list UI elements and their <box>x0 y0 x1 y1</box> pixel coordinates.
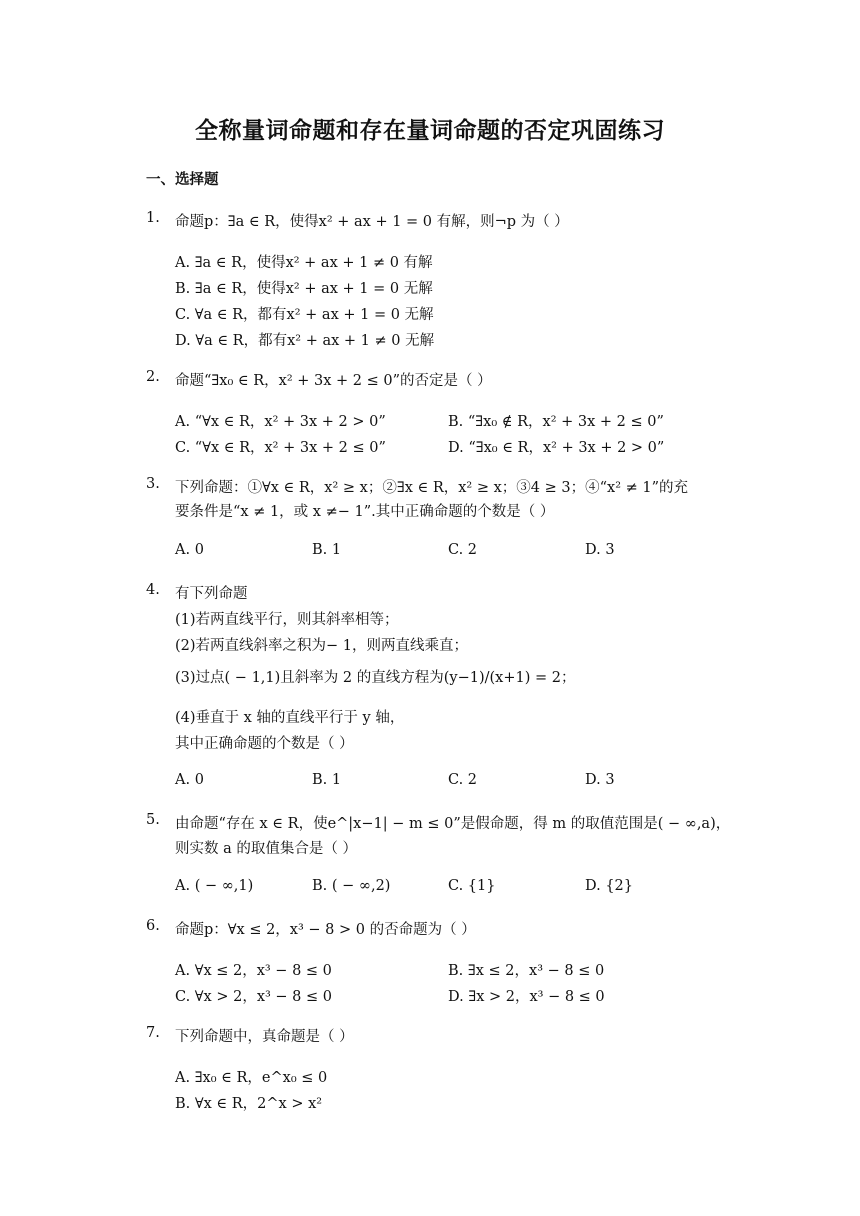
option-c: C. {1} <box>448 878 496 894</box>
question-stem-line-1: 由命题“存在 x ∈ R，使e^|x−1| − m ≤ 0”是假命题，得 m 的取值范围是( − ∞,a)， <box>175 816 731 832</box>
option-b: B. “∃x₀ ∉ R，x² + 3x + 2 ≤ 0” <box>448 414 664 430</box>
option-b: B. 1 <box>312 772 342 788</box>
option-b: B. ( − ∞,2) <box>312 878 391 894</box>
question-stem: 下列命题中，真命题是（ ） <box>175 1029 354 1045</box>
option-b: B. ∃a ∈ R，使得x² + ax + 1 = 0 无解 <box>175 281 433 297</box>
option-b: B. ∀x ∈ R，2^x > x² <box>175 1096 323 1112</box>
option-d: D. 3 <box>585 772 615 788</box>
question-number: 5. <box>146 812 160 828</box>
option-a: A. 0 <box>175 542 204 558</box>
option-a: A. “∀x ∈ R，x² + 3x + 2 > 0” <box>175 414 386 430</box>
question-number: 4. <box>146 582 160 598</box>
section-heading: 一、选择题 <box>146 172 219 188</box>
option-c: C. ∀x > 2，x³ − 8 ≤ 0 <box>175 989 332 1005</box>
option-c: C. 2 <box>448 542 478 558</box>
option-b: B. 1 <box>312 542 342 558</box>
question-number: 2. <box>146 369 160 385</box>
question-stem: 命题p：∀x ≤ 2，x³ − 8 > 0 的否命题为（ ） <box>175 922 476 938</box>
question-stem: 命题p：∃a ∈ R，使得x² + ax + 1 = 0 有解，则¬p 为（ ） <box>175 214 569 230</box>
question-stem-line-2: 则实数 a 的取值集合是（ ） <box>175 841 357 857</box>
option-d: D. {2} <box>585 878 634 894</box>
option-b: B. ∃x ≤ 2，x³ − 8 ≤ 0 <box>448 963 605 979</box>
statement-2: (2)若两直线斜率之积为− 1，则两直线乘直； <box>175 638 469 654</box>
question-stem: 命题“∃x₀ ∈ R，x² + 3x + 2 ≤ 0”的否定是（ ） <box>175 373 492 389</box>
option-d: D. 3 <box>585 542 615 558</box>
option-d: D. ∃x > 2，x³ − 8 ≤ 0 <box>448 989 605 1005</box>
option-a: A. 0 <box>175 772 204 788</box>
option-c: C. 2 <box>448 772 478 788</box>
option-c: C. ∀a ∈ R，都有x² + ax + 1 = 0 无解 <box>175 307 434 323</box>
question-stem: 有下列命题 <box>175 586 248 602</box>
question-number: 7. <box>146 1025 160 1041</box>
question-number: 1. <box>146 210 160 226</box>
option-d: D. “∃x₀ ∈ R，x² + 3x + 2 > 0” <box>448 440 665 456</box>
question-number: 3. <box>146 476 160 492</box>
option-d: D. ∀a ∈ R，都有x² + ax + 1 ≠ 0 无解 <box>175 333 435 349</box>
option-a: A. ∃x₀ ∈ R，e^x₀ ≤ 0 <box>175 1070 328 1086</box>
statement-4: (4)垂直于 x 轴的直线平行于 y 轴， <box>175 710 405 726</box>
statement-3: (3)过点( − 1,1)且斜率为 2 的直线方程为(y−1)/(x+1) = 2； <box>175 670 576 686</box>
option-a: A. ∃a ∈ R，使得x² + ax + 1 ≠ 0 有解 <box>175 255 433 271</box>
question-stem-line-2: 要条件是“x ≠ 1，或 x ≠− 1”.其中正确命题的个数是（ ） <box>175 504 555 520</box>
option-c: C. “∀x ∈ R，x² + 3x + 2 ≤ 0” <box>175 440 386 456</box>
question-prompt: 其中正确命题的个数是（ ） <box>175 736 354 752</box>
page-title: 全称量词命题和存在量词命题的否定巩固练习 <box>195 118 665 144</box>
option-a: A. ∀x ≤ 2，x³ − 8 ≤ 0 <box>175 963 332 979</box>
statement-1: (1)若两直线平行，则其斜率相等； <box>175 612 399 628</box>
option-a: A. ( − ∞,1) <box>175 878 254 894</box>
question-stem-line-1: 下列命题：①∀x ∈ R，x² ≥ x；②∃x ∈ R，x² ≥ x；③4 ≥ 3；④“x² ≠ 1”的充 <box>175 480 689 496</box>
question-number: 6. <box>146 918 160 934</box>
